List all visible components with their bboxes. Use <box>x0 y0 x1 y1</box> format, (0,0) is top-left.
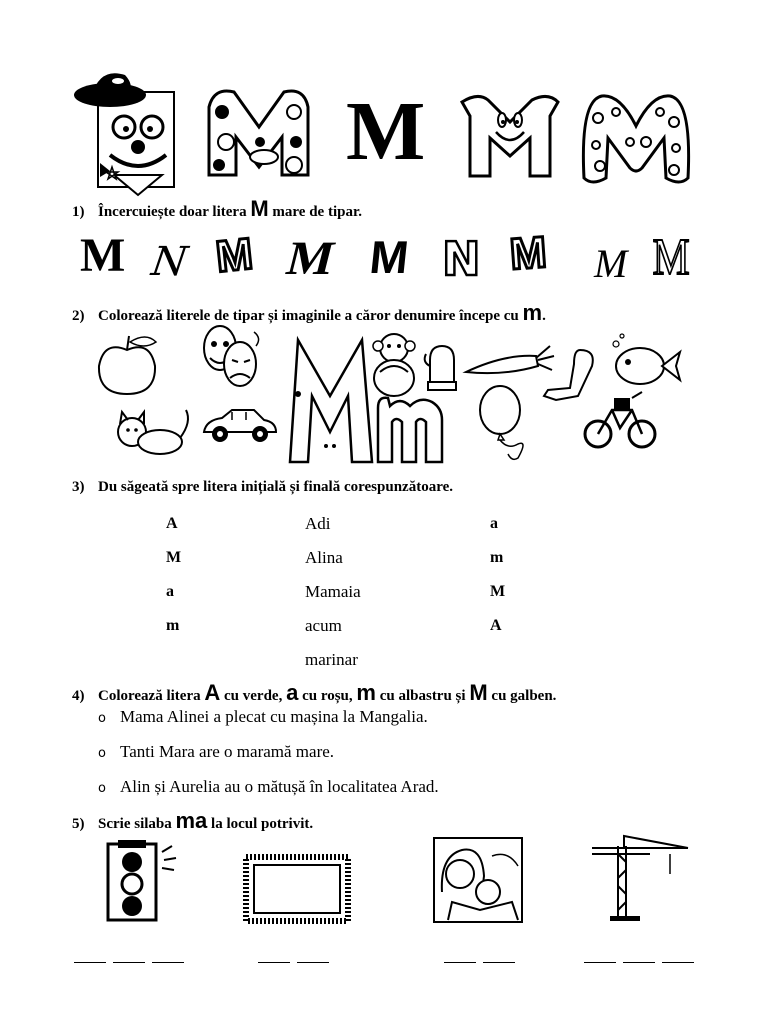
mitten-icon[interactable] <box>424 344 460 392</box>
highlight-letter: m <box>356 680 376 705</box>
apple-icon[interactable] <box>94 332 160 398</box>
word-item[interactable]: acum <box>305 616 342 635</box>
plain-letter: M <box>346 85 426 178</box>
letter-choice[interactable]: M <box>652 229 690 286</box>
exercise-number: 3) <box>72 479 85 495</box>
bullet-icon: o <box>98 781 106 796</box>
bullet-icon: o <box>98 746 106 761</box>
sentence-list <box>98 700 439 805</box>
letter-choice[interactable]: N <box>442 232 481 286</box>
exercise1-title <box>72 196 362 222</box>
cat-icon[interactable] <box>108 402 194 460</box>
letter-choices <box>80 227 690 286</box>
mother-child-icon[interactable] <box>432 836 524 924</box>
car-icon[interactable] <box>202 406 278 446</box>
crane-icon[interactable] <box>590 834 690 922</box>
instruction-text: Încercuiește doar litera <box>98 204 247 220</box>
answer-blank[interactable] <box>297 961 329 963</box>
answer-blank[interactable] <box>444 961 476 963</box>
exercise5-title <box>72 808 313 834</box>
instruction-text: la locul potrivit. <box>211 816 314 832</box>
highlight-letter: a <box>286 680 299 705</box>
instruction-text: Colorează literele de tipar și imaginile a căror denumire începe cu <box>98 308 519 324</box>
sentence-item[interactable]: o Mama Alinei a plecat cu mașina la Mangalia. <box>98 700 439 735</box>
letter-item[interactable]: M <box>490 583 506 600</box>
dotted-letter-icon <box>204 87 314 177</box>
balloon-icon[interactable] <box>478 384 538 462</box>
word-item[interactable]: Mamaia <box>305 582 361 601</box>
traffic-light-icon[interactable] <box>100 838 180 922</box>
answer-blank-group <box>584 950 701 954</box>
letter-item[interactable]: M <box>166 549 182 566</box>
answer-blank[interactable] <box>623 961 655 963</box>
answer-blank-group <box>258 950 336 954</box>
exercise-number: 4) <box>72 688 85 704</box>
bubble-letter-icon <box>580 90 692 186</box>
header-letters <box>70 62 710 192</box>
instruction-text: Du săgeată spre litera inițială și finală corespunzătoare. <box>98 479 453 495</box>
sentence-item[interactable]: o Tanti Mara are o maramă mare. <box>98 735 439 770</box>
instruction-text: mare de tipar. <box>272 204 362 220</box>
answer-blank[interactable] <box>113 961 145 963</box>
answer-blank[interactable] <box>662 961 694 963</box>
highlight-letter: A <box>204 680 221 705</box>
letter-item[interactable]: A <box>490 617 502 634</box>
left-letter-column <box>166 507 181 643</box>
letter-item[interactable]: A <box>166 515 178 532</box>
word-item[interactable]: Alina <box>305 548 343 567</box>
letter-item[interactable]: m <box>166 617 180 634</box>
letter-choice[interactable]: N <box>148 239 191 285</box>
answer-blank[interactable] <box>74 961 106 963</box>
smiling-letter-icon <box>458 92 562 182</box>
highlight-letter: M <box>250 196 269 221</box>
word-item[interactable]: marinar <box>305 650 358 669</box>
answer-blank-group <box>74 950 191 954</box>
bullet-icon: o <box>98 711 106 726</box>
picture-grid <box>90 322 690 470</box>
letter-item[interactable]: a <box>166 583 174 600</box>
answer-blank[interactable] <box>152 961 184 963</box>
exercise-number: 5) <box>72 816 85 832</box>
letter-M-icon[interactable] <box>286 336 376 464</box>
answer-blank-group <box>444 950 522 954</box>
frame-icon[interactable] <box>244 855 350 923</box>
motorcycle-icon[interactable] <box>584 388 656 454</box>
letter-item[interactable]: a <box>490 515 498 532</box>
highlight-letter: m <box>522 300 543 325</box>
letter-item[interactable]: m <box>490 549 504 566</box>
answer-blank[interactable] <box>584 961 616 963</box>
letter-choice[interactable]: M <box>508 227 549 280</box>
clown-letter-icon <box>70 67 180 195</box>
word-item[interactable]: Adi <box>305 514 331 533</box>
answer-blank[interactable] <box>258 961 290 963</box>
monkey-icon[interactable] <box>366 330 422 400</box>
exercise4-title: 4) Colorează litera A cu verde, a cu roșu, m cu albastru și M cu galben. <box>72 680 557 705</box>
exercise-number: 1) <box>72 204 85 220</box>
letter-m-icon[interactable] <box>374 394 448 464</box>
exercise2-title: 2) Colorează literele de tipar și imaginile a căror denumire începe cu m. <box>72 300 546 325</box>
word-column <box>305 507 361 677</box>
masks-icon[interactable] <box>198 324 264 390</box>
highlight-letter: M <box>469 680 488 705</box>
fish-icon[interactable] <box>610 332 682 392</box>
sentence-item[interactable]: o Alin și Aurelia au o mătușă în localitatea Arad. <box>98 770 439 805</box>
exercise-number: 2) <box>72 308 85 324</box>
highlight-syllable: ma <box>175 808 208 833</box>
letter-choice[interactable]: M <box>281 232 341 285</box>
letter-choice[interactable]: M <box>594 241 628 286</box>
exercise3-title <box>72 479 453 496</box>
letter-choice[interactable]: M <box>80 229 126 282</box>
letter-choice[interactable]: M <box>213 229 256 282</box>
instruction-text: Scrie silaba <box>98 816 172 832</box>
letter-choice[interactable]: M <box>367 231 412 283</box>
right-letter-column <box>490 507 505 643</box>
answer-blank[interactable] <box>483 961 515 963</box>
